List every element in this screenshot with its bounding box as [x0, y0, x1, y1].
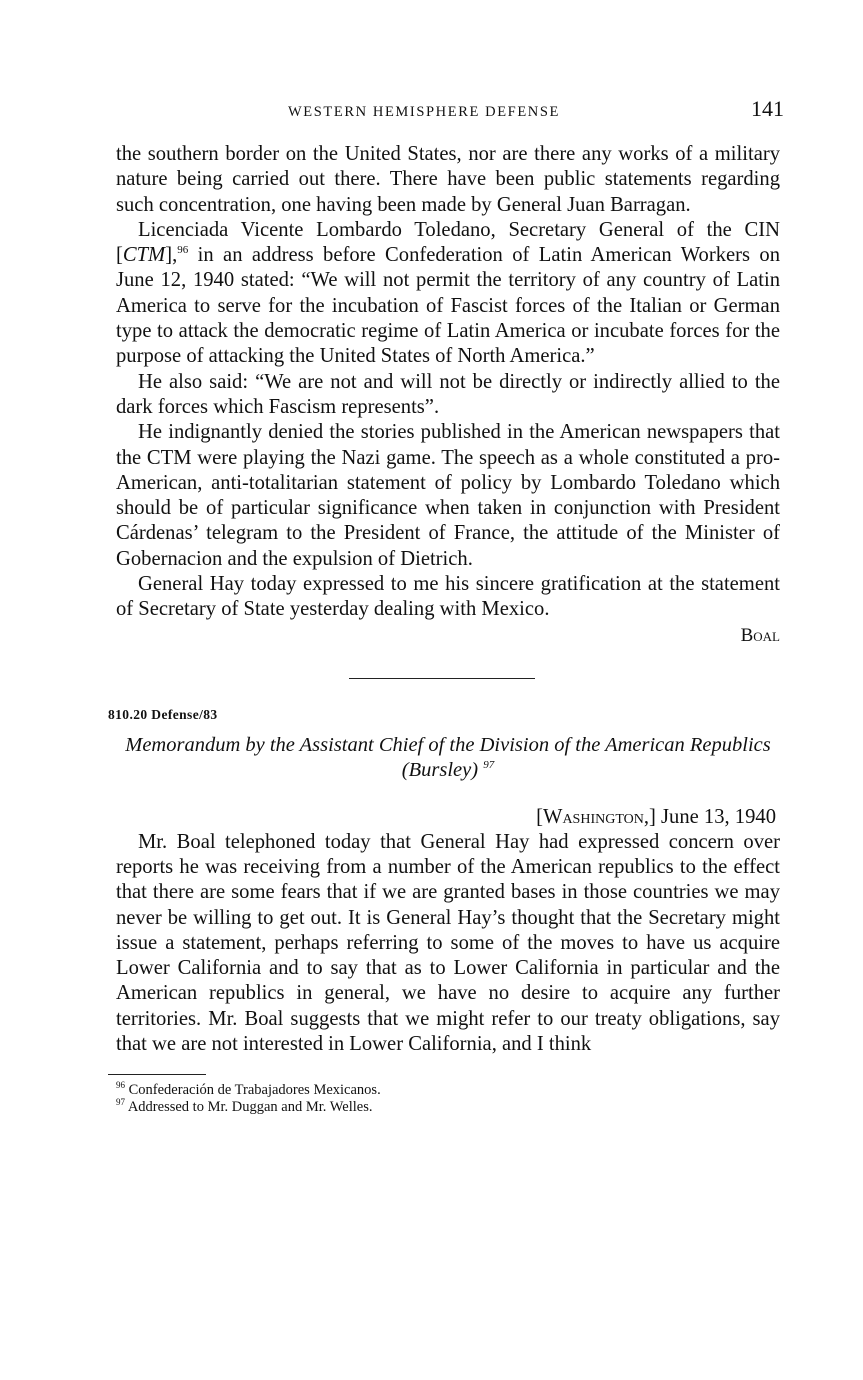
dateline — [116, 805, 776, 830]
paragraph-also-said: He also said: “We are not and will not be directly or indirectly allied to the dark forces which Fascism represents”. — [116, 370, 780, 418]
title-paren-open: ( — [401, 758, 409, 781]
dateline-place: [Washington,] — [536, 805, 656, 828]
section-divider — [349, 678, 535, 679]
footnote-96 — [116, 1082, 780, 1099]
ctm-italic: CTM — [122, 244, 166, 267]
signature: Boal — [740, 624, 780, 646]
page-number: 141 — [751, 96, 784, 121]
paragraph-text: in an address before Confederation of Latin American Workers on June 12, 1940 stated: “We will not permit the territory of any country of Latin America to serve for the incubation of Fascist forces of the Italian or German type to attack the democratic regime of Latin America or incubate forces for the purpose of attacking the United States of North America.” — [116, 244, 780, 368]
running-head — [116, 96, 784, 130]
footnote-divider — [108, 1074, 206, 1075]
paragraph-denied: He indignantly denied the stories published in the American newspapers that the CTM were playing the Nazi game. The speech as a whole constituted a pro-American, anti-totalitarian statement of policy by Lombardo Toledano which should be of particular significance when taken in conjunction with President Cárdenas’ telegram to the President of France, the attitude of the Minister of Gobernacion and the expulsion of Dietrich. — [116, 421, 780, 570]
paragraph-text: Licenciada Vicente Lombardo Toledano, Secretary General of the CIN [ — [116, 218, 780, 267]
paragraph-toledano — [116, 218, 780, 370]
memorandum-title-text: Memorandum by the Assistant Chief of the Division of the American Republics — [125, 733, 771, 756]
footnote-ref-97: 97 — [483, 758, 495, 771]
footnote-97 — [116, 1099, 780, 1116]
author-name: Bursley — [408, 758, 472, 781]
paragraph-memorandum: Mr. Boal telephoned today that General Hay had expressed concern over reports he was receiving from a number of the American republics to the effect that there are some fears that if we are granted bases in those countries we may never be willing to get out. It is General Hay’s thought that the Secretary might issue a statement, perhaps referring to some of the moves to have us acquire Lower California and to say that as to Lower California in particular and the American republics in general, we have no desire to acquire any further territories. Mr. Boal suggests that we might refer to our treaty obligations, say that we are not interested in Lower California, and I think — [116, 830, 780, 1056]
footnote-ref-96: 96 — [177, 244, 189, 257]
running-title: WESTERN HEMISPHERE DEFENSE — [288, 104, 560, 120]
paragraph-gratification: General Hay today expressed to me his sincere gratification at the statement of Secretary of State yesterday dealing with Mexico. — [116, 573, 780, 621]
footnote-text: Confederación de Trabajadores Mexicanos. — [128, 1082, 381, 1099]
paragraph-continuation: the southern border on the United States, nor are there any works of a military nature being carried out there. There have been public statements regarding such concentration, one having been made by General Juan Barragan. — [116, 143, 780, 216]
footnote-number: 96 — [116, 1080, 125, 1091]
footnotes — [116, 1082, 780, 1116]
footnote-number: 97 — [116, 1097, 125, 1108]
bracket-close: ], — [165, 244, 178, 267]
file-number: 810.20 Defense/83 — [108, 706, 218, 722]
title-paren-close: ) — [471, 758, 479, 781]
dateline-date: June 13, 1940 — [655, 805, 776, 828]
document-page — [108, 96, 784, 1116]
memorandum-title — [116, 733, 780, 783]
footnote-text: Addressed to Mr. Duggan and Mr. Welles. — [127, 1099, 373, 1116]
